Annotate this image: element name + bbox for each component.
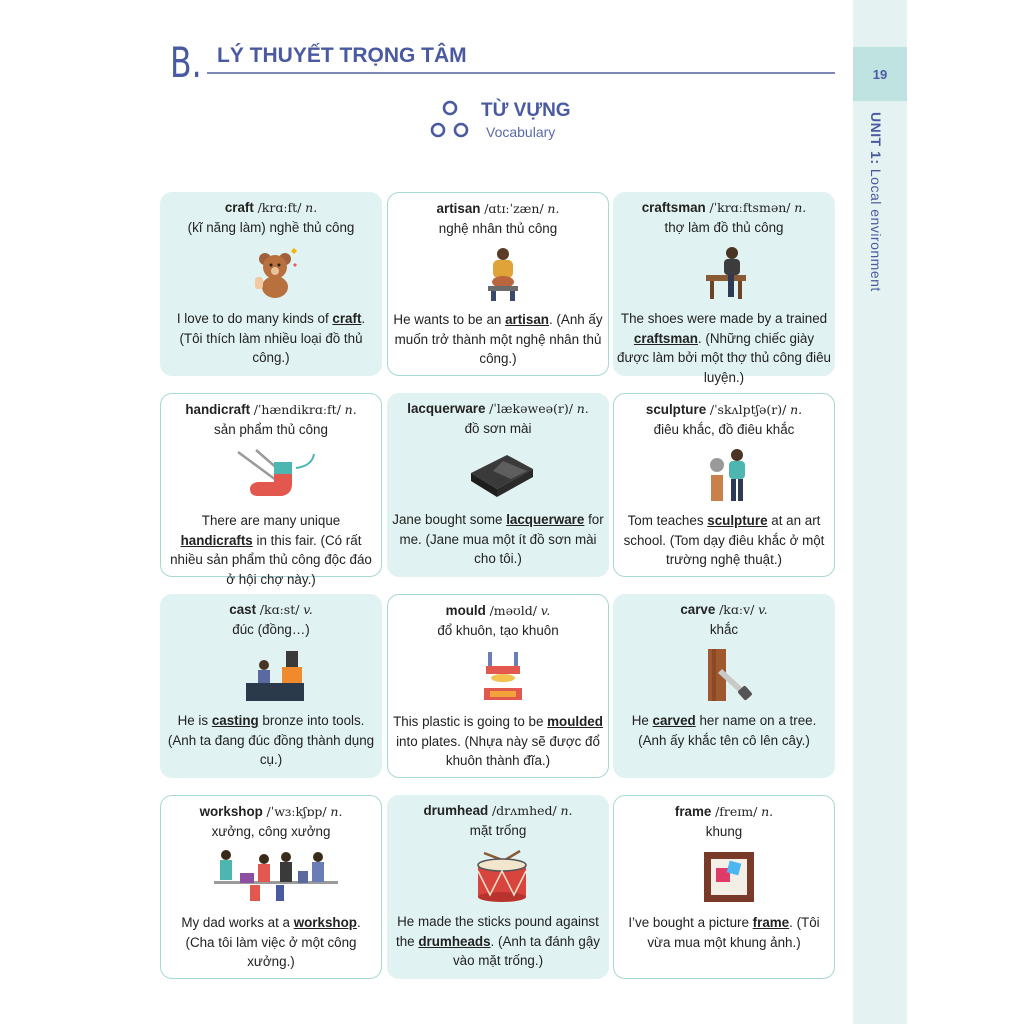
vocab-meaning: thợ làm đồ thủ công xyxy=(664,219,784,235)
vocab-card xyxy=(613,393,835,577)
chisel-wood-icon xyxy=(617,645,839,705)
unit-label xyxy=(868,112,884,292)
vocab-pos: n. xyxy=(560,803,573,818)
vocab-card xyxy=(160,594,382,778)
term-line xyxy=(617,198,831,218)
teddy-bear-icon xyxy=(164,243,386,303)
vocab-card xyxy=(613,192,835,385)
vocab-example xyxy=(618,511,830,570)
example-after: bronze into tools. (Anh ta đang đúc đồng thành dụng cụ.) xyxy=(167,713,375,767)
unit-title: Local environment xyxy=(868,168,884,292)
three-circles-icon xyxy=(429,99,471,141)
term-line xyxy=(618,400,830,420)
vocab-card xyxy=(160,192,382,376)
vocab-meaning: khung xyxy=(705,823,743,839)
vocab-example xyxy=(618,913,830,952)
example-keyword: craftsman xyxy=(633,330,698,346)
example-keyword: lacquerware xyxy=(506,512,585,527)
vocab-meaning: xưởng, công xưởng xyxy=(211,823,331,839)
vocab-subtitle: Vocabulary xyxy=(486,124,556,140)
vocab-word: mould xyxy=(445,603,486,618)
term-line xyxy=(164,198,378,218)
vocab-example xyxy=(165,913,377,972)
example-keyword: handicrafts xyxy=(180,532,253,548)
vocab-example xyxy=(164,711,378,770)
term-line xyxy=(164,600,378,620)
example-keyword: moulded xyxy=(547,714,603,729)
example-keyword: frame xyxy=(752,915,790,930)
example-before: I love to do many kinds of xyxy=(176,311,333,326)
vocab-word: drumhead xyxy=(423,803,489,818)
vocab-word: artisan xyxy=(436,201,481,216)
example-keyword: drumheads xyxy=(418,933,491,949)
example-before: He xyxy=(631,713,653,728)
vocab-ipa: /ˈhændikrɑːft/ xyxy=(253,402,341,417)
vocab-ipa: /ˈkrɑːftsmən/ xyxy=(709,200,791,215)
example-before: The shoes were made by a trained xyxy=(620,311,828,326)
potter-icon xyxy=(392,244,614,304)
example-before: There are many unique xyxy=(201,513,341,528)
vocab-meaning: mặt trống xyxy=(469,822,527,838)
vocab-example xyxy=(164,309,378,368)
vocab-card xyxy=(613,594,835,778)
vocab-ipa: /ɑtɪːˈzæn/ xyxy=(484,201,544,216)
example-before: Jane bought some xyxy=(392,512,507,527)
vocab-pos: n. xyxy=(576,401,589,416)
vocab-card xyxy=(387,192,609,376)
vocab-ipa: /ˈwɜːkʃɒp/ xyxy=(266,804,327,819)
lacquer-box-icon xyxy=(391,444,613,504)
vocab-ipa: /drʌmhed/ xyxy=(491,803,557,818)
vocab-card xyxy=(387,393,609,577)
vocab-pos: n. xyxy=(305,200,318,215)
example-after: . (Cha tôi làm việc ở một công xưởng.) xyxy=(185,915,361,969)
example-after: for me. (Jane mua một ít đồ sơn mài cho tôi.) xyxy=(399,512,604,566)
vocab-card xyxy=(613,795,835,979)
vocab-pos: n. xyxy=(344,402,357,417)
term-line xyxy=(618,802,830,822)
vocab-word: cast xyxy=(229,602,257,617)
vocab-word: frame xyxy=(674,804,712,819)
vocab-example xyxy=(165,511,377,589)
page-number: 19 xyxy=(872,66,888,82)
example-keyword: craft xyxy=(332,311,362,326)
picture-frame-icon xyxy=(618,847,840,907)
vocab-pos: n. xyxy=(547,201,560,216)
example-keyword: artisan xyxy=(505,312,549,327)
example-before: Tom teaches xyxy=(627,513,708,528)
example-after: in this fair. (Có rất nhiều sản phẩm thủ công độc đáo ở hội chợ này.) xyxy=(170,532,372,587)
example-keyword: carved xyxy=(652,713,696,728)
vocab-word: handicraft xyxy=(185,402,251,417)
vocab-example xyxy=(392,310,604,369)
knitted-sock-icon xyxy=(165,445,387,505)
vocab-word: carve xyxy=(680,602,716,617)
vocab-pos: v. xyxy=(758,602,768,617)
vocab-meaning: (kĩ năng làm) nghề thủ công xyxy=(187,219,355,235)
vocab-ipa: /krɑːft/ xyxy=(257,200,302,215)
vocab-pos: n. xyxy=(790,402,803,417)
vocab-example xyxy=(617,711,831,750)
vocab-ipa: /freɪm/ xyxy=(715,804,758,819)
vocab-title: TỪ VỰNG xyxy=(481,100,571,121)
vocab-ipa: /kɑːv/ xyxy=(719,602,755,617)
foundry-icon xyxy=(164,645,386,705)
example-after: . (Anh ta đánh gậy vào mặt trống.) xyxy=(452,933,600,968)
vocab-card xyxy=(160,795,382,979)
vocab-meaning: đồ sơn mài xyxy=(464,420,532,436)
vocab-word: workshop xyxy=(199,804,263,819)
example-before: I’ve bought a picture xyxy=(628,915,753,930)
vocab-pos: n. xyxy=(330,804,343,819)
page-number-box xyxy=(853,47,907,101)
vocab-pos: v. xyxy=(303,602,313,617)
example-after: . (Anh ấy muốn trở thành một nghệ nhân thủ công.) xyxy=(394,312,603,366)
vocab-pos: n. xyxy=(761,804,774,819)
vocab-meaning: sản phẩm thủ công xyxy=(214,421,328,437)
vocab-meaning: đổ khuôn, tạo khuôn xyxy=(437,622,559,638)
example-keyword: casting xyxy=(211,713,259,728)
vocab-example xyxy=(392,712,604,771)
vocab-meaning: đúc (đồng…) xyxy=(232,621,310,637)
example-before: He is xyxy=(177,713,212,728)
term-line xyxy=(617,600,831,620)
example-after: into plates. (Nhựa này sẽ được đổ khuôn thành đĩa.) xyxy=(396,733,600,768)
vocab-example xyxy=(617,309,831,387)
section-title: LÝ THUYẾT TRỌNG TÂM xyxy=(217,44,467,67)
vocab-example xyxy=(391,912,605,971)
section-letter: B. xyxy=(170,38,202,87)
vocab-ipa: /kɑːst/ xyxy=(259,602,300,617)
term-line xyxy=(391,399,605,419)
vocab-word: craftsman xyxy=(641,200,706,215)
section-underline xyxy=(207,72,835,74)
vocab-example xyxy=(391,510,605,569)
vocab-meaning: nghệ nhân thủ công xyxy=(438,220,558,236)
example-after: . (Tôi vừa mua một khung ảnh.) xyxy=(647,915,820,950)
vocab-meaning: khắc xyxy=(709,621,739,637)
vocab-pos: n. xyxy=(794,200,807,215)
vocab-card xyxy=(387,594,609,778)
example-before: He made the sticks pound against the xyxy=(396,914,599,949)
vocab-word: sculpture xyxy=(645,402,707,417)
example-keyword: workshop xyxy=(293,915,357,930)
example-after: . (Tôi thích làm nhiều loại đồ thủ công.) xyxy=(179,311,366,365)
drum-icon xyxy=(391,846,613,906)
vocab-card xyxy=(160,393,382,587)
vocab-word: lacquerware xyxy=(407,401,486,416)
vocab-ipa: /ˈskʌlptʃə(r)/ xyxy=(709,402,787,417)
example-after: . (Những chiếc giày được làm bởi một thợ thủ công điêu luyện.) xyxy=(617,330,831,385)
example-after: at an art school. (Tom dạy điêu khắc ở một trường nghệ thuật.) xyxy=(623,513,825,567)
example-before: This plastic is going to be xyxy=(393,714,548,729)
term-line xyxy=(391,801,605,821)
carpenter-icon xyxy=(617,243,839,303)
sculptor-icon xyxy=(618,445,840,505)
workshop-people-icon xyxy=(165,847,387,907)
vocab-ipa: /məʊld/ xyxy=(489,603,538,618)
unit-number: UNIT 1: xyxy=(868,112,884,165)
term-line xyxy=(165,802,377,822)
term-line xyxy=(165,400,377,420)
example-keyword: sculpture xyxy=(707,513,768,528)
term-line xyxy=(392,199,604,219)
term-line xyxy=(392,601,604,621)
vocab-pos: v. xyxy=(540,603,551,618)
vocab-meaning: điêu khắc, đồ điêu khắc xyxy=(653,421,795,437)
vocab-ipa: /ˈlækəweə(r)/ xyxy=(489,401,573,416)
example-after: her name on a tree. (Anh ấy khắc tên cô lên cây.) xyxy=(638,713,817,748)
mould-machine-icon xyxy=(392,646,614,706)
vocab-word: craft xyxy=(224,200,254,215)
example-before: My dad works at a xyxy=(181,915,294,930)
vocab-card xyxy=(387,795,609,979)
example-before: He wants to be an xyxy=(393,312,506,327)
